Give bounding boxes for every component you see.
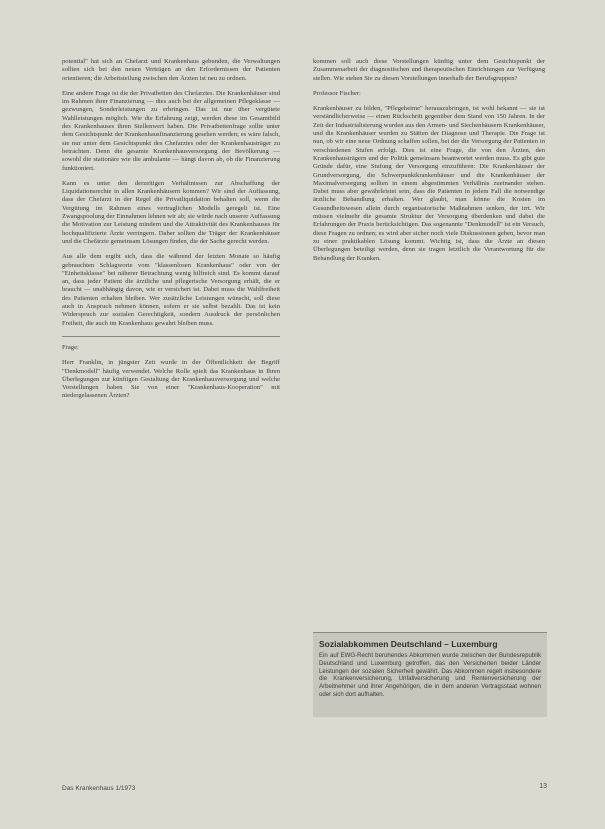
box-text: Ein auf EWG-Recht beruhendes Abkommen wurde zwischen der Bundesrepublik Deutschland und Luxemburg getroffen, das den Versicherten beider Länder Leistungen der sozialen Sicherheit gewährt. Das Abkommen regelt insbesondere die Krankenversicherung, Unfallversicherung und Rentenversicherung der Arbeitnehmer und ihrer Angehörigen, die in dem anderen Vertragsstaat wohnen oder sich dort aufhalten. bbox=[319, 652, 541, 698]
box-title: Sozialabkommen Deutschland – Luxemburg bbox=[319, 639, 498, 649]
paragraph: Eine andere Frage ist die der Privatbetten des Chefarztes. Die Krankenhäuser sind im Rahmen ihrer Finanzierung — dies auch bei der allgemeinen Pflegeklasse — gezwungen, Sonderleistungen zu erbringen. Das ist nur über vergütete Wahlleistungen möglich. Wie die Erfahrung zeigt, werden diese im Gesamtbild des Krankenhauses ihren Stellenwert haben. Die Privatbettenfrage sollte unter dem Gesichtspunkt der Krankenhausfinanzierung gesehen werden; es wäre falsch, sie nur unter dem Gesichtspunkt des Chefarztes oder der Krankenhausträger zu betrachten. Denn die gesamte Krankenhausversorgung der Bevölkerung — sowohl die stationäre wie die ambulante — hängt davon ab, ob die Finanzierung funktioniert. bbox=[62, 89, 280, 172]
left-column bbox=[62, 58, 280, 408]
page-number: 13 bbox=[539, 783, 547, 790]
sidebar-box bbox=[313, 632, 547, 717]
right-column bbox=[313, 58, 545, 270]
question-label: Frage: bbox=[62, 343, 79, 351]
paragraph: potential" hat sich an Chefarzt und Krankenhaus gebunden, die Verwaltungen sollten sich bei den neuen Verträgen an den Erfordernissen der Patienten orientieren; die Arbeitsteilung zwischen den Ärzten ist neu zu ordnen. bbox=[62, 58, 280, 82]
answer-label: Professor Fischer: bbox=[313, 89, 361, 97]
paragraph: Krankenhäuser zu bilden, "Pflegeheime" herauszubringen, ist wohl bekannt — sie ist verständlicherweise — einen Rückschritt gegenüber dem Stand von 150 Jahren. In der Zeit der Industrialisierung wurden aus den Armen- und Siechenhäusern Krankenhäuser, und die Krankenhäuser wurden zu Stätten der Diagnose und Therapie. Die Frage ist nun, ob wir eine neue Ordnung schaffen sollen, bei der die Versorgung der Patienten in verschiedenen Stufen erfolgt. Dies ist eine Frage, die von den Ärzten, den Krankenhausträgern und der Politik gemeinsam beantwortet werden muss. Es gibt gute Gründe dafür, eine Stufung der Versorgung einzuführen: Die Krankenhäuser der Grundversorgung, die Schwerpunktkrankenhäuser und die Krankenhäuser der Maximalversorgung sollten in einem abgestimmten Verhältnis zueinander stehen. Dabei muss aber gewährleistet sein, dass die Patienten in jedem Fall die notwendige ärztliche Behandlung erhalten. Wer glaubt, man könne die Kosten im Gesundheitswesen allein durch organisatorische Maßnahmen senken, der irrt. Wir müssen vielmehr die gesamte Struktur der Versorgung überdenken und dabei die Erfahrungen der Praxis berücksichtigen. Das sogenannte "Denkmodell" ist ein Versuch, diese Fragen zu ordnen; es wird aber sicher noch viele Diskussionen geben, bevor man zu einer praktikablen Lösung kommt. Wichtig ist, dass die Ärzte an diesen Überlegungen beteiligt werden, denn sie tragen letztlich die Verantwortung für die Behandlung der Kranken. bbox=[313, 105, 545, 262]
paragraph: Herr Franklin, in jüngster Zeit wurde in der Öffentlichkeit der Begriff "Denkmodell" häufig verwendet. Welche Rolle spielt das Krankenhaus in Ihren Überlegungen zur künftigen Gestaltung der Krankenhausversorgung und welche Vorstellungen haben Sie von einer "Krankenhaus-Kooperation" mit niedergelassenen Ärzten? bbox=[62, 359, 280, 400]
footer-publication: Das Krankenhaus 1/1973 bbox=[62, 785, 136, 792]
paragraph: kommen soll auch diese Vorstellungen künftig unter dem Gesichtspunkt der Zusammenarbeit der diagnostischen und therapeutischen Einrichtungen zur Verfügung stellen. Wie stehen Sie zu diesen Vorstellungen innerhalb der Berufsgruppen? bbox=[313, 58, 545, 82]
divider bbox=[62, 336, 280, 337]
paragraph: Aus alle dem ergibt sich, dass die während der letzten Monate so häufig gebrauchten Schlagworte vom "klassenlosen Krankenhaus" oder von der "Einheitsklasse" bei näherer Betrachtung wenig hilfreich sind. Es kommt darauf an, dass jeder Patient die ärztliche und pflegerische Versorgung erhält, die er braucht — unabhängig davon, wie er versichert ist. Dabei muss die Wahlfreiheit des Patienten erhalten bleiben. Wer zusätzliche Leistungen wünscht, soll diese auch in Anspruch nehmen können, sofern er sie selbst bezahlt. Das ist kein Widerspruch zur sozialen Gerechtigkeit, sondern Ausdruck der persönlichen Freiheit, die auch im Krankenhaus gewahrt bleiben muss. bbox=[62, 253, 280, 327]
paragraph: Kann es unter den derzeitigen Verhältnissen zur Abschaffung der Liquidationsrechte in allen Krankenhäusern kommen? Wir sind der Auffassung, dass der Chefarzt in der Regel die Privatliquidation behalten soll, wenn die Vergütung im Rahmen eines vertraglichen Modells geregelt ist. Eine Zwangspoolung der Einnahmen lehnen wir ab; sie würde nach unserer Auffassung die Motivation zur Leistung mindern und die Attraktivität des Krankenhauses für hochqualifizierte Ärzte verringern. Daher sollten die Träger der Krankenhäuser und die Chefärzte gemeinsam Lösungen finden, die der Sache gerecht werden. bbox=[62, 179, 280, 245]
